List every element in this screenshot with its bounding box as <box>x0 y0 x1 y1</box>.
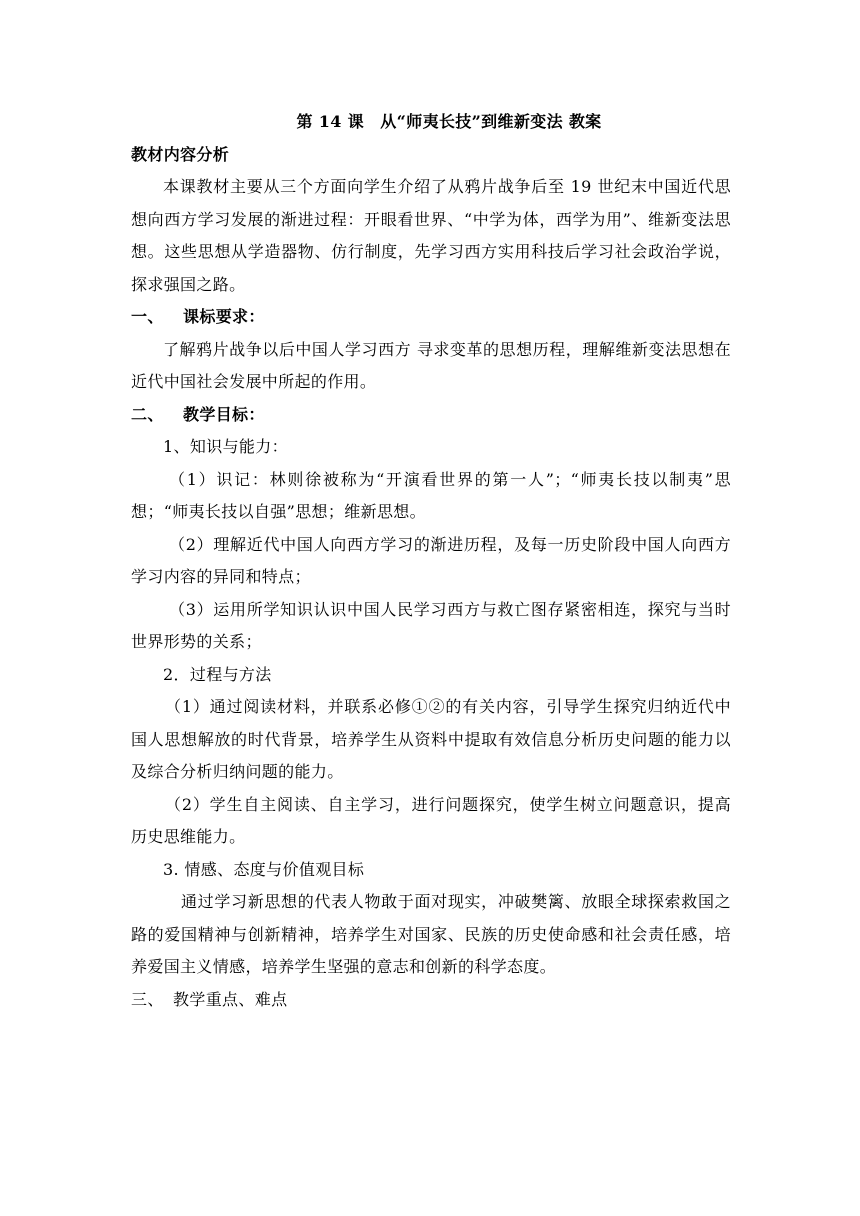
subsection-values-heading: 3. 情感、态度与价值观目标 <box>163 859 365 879</box>
subsection-knowledge-heading: 1、知识与能力： <box>163 437 288 456</box>
knowledge-item-1: （1）识记：林则徐被称为“开演看世界的第一人”；“师夷长技以制夷”思想；“师夷长技以自强”思想；维新思想。 <box>131 469 731 521</box>
section-1-number: 一、 <box>131 307 164 326</box>
section-2-label: 教学目标： <box>183 404 265 424</box>
section-2-number: 二、 <box>131 404 164 424</box>
process-item-1: （1）通过阅读材料，并联系必修①②的有关内容，引导学生探究归纳近代中国人思想解放的时代背景，培养学生从资料中提取有效信息分析历史问题的能力以及综合分析归纳问题的能力。 <box>131 697 731 781</box>
page-title: 第 14 课 从“师夷长技”到维新变法 教案 <box>296 112 602 131</box>
section-1-heading <box>131 301 731 334</box>
section-2-heading <box>131 399 731 432</box>
process-item-2: （2）学生自主阅读、自主学习，进行问题探究，使学生树立问题意识，提高历史思维能力。 <box>131 794 731 846</box>
document-body <box>131 106 731 1016</box>
knowledge-item-2: （2）理解近代中国人向西方学习的渐进历程，及每一历史阶段中国人向西方学习内容的异同和特点； <box>131 534 731 586</box>
section-3-number: 三、 <box>131 989 164 1009</box>
section-1-paragraph: 了解鸦片战争以后中国人学习西方 寻求变革的思想历程，理解维新变法思想在近代中国社会发展中所起的作用。 <box>131 339 731 391</box>
values-paragraph: 通过学习新思想的代表人物敢于面对现实，冲破樊篱、放眼全球探索救国之路的爱国精神与创新精神，培养学生对国家、民族的历史使命感和社会责任感，培养爱国主义情感，培养学生坚强的意志和创新的科学态度。 <box>131 892 731 976</box>
analysis-paragraph: 本课教材主要从三个方面向学生介绍了从鸦片战争后至 19 世纪末中国近代思想向西方学习发展的渐进过程：开眼看世界、“中学为体，西学为用”、维新变法思想。这些思想从学造器物、仿行制度，先学习西方实用科技后学习社会政治学说，探求强国之路。 <box>131 177 731 294</box>
section-3-label: 教学重点、难点 <box>173 989 288 1009</box>
section-1-label: 课标要求： <box>183 307 265 326</box>
subsection-process-heading: 2．过程与方法 <box>163 664 272 684</box>
analysis-heading: 教材内容分析 <box>131 144 230 164</box>
knowledge-item-3: （3）运用所学知识认识中国人民学习西方与救亡图存紧密相连，探究与当时世界形势的关系； <box>131 599 731 651</box>
section-3-heading <box>131 984 731 1017</box>
